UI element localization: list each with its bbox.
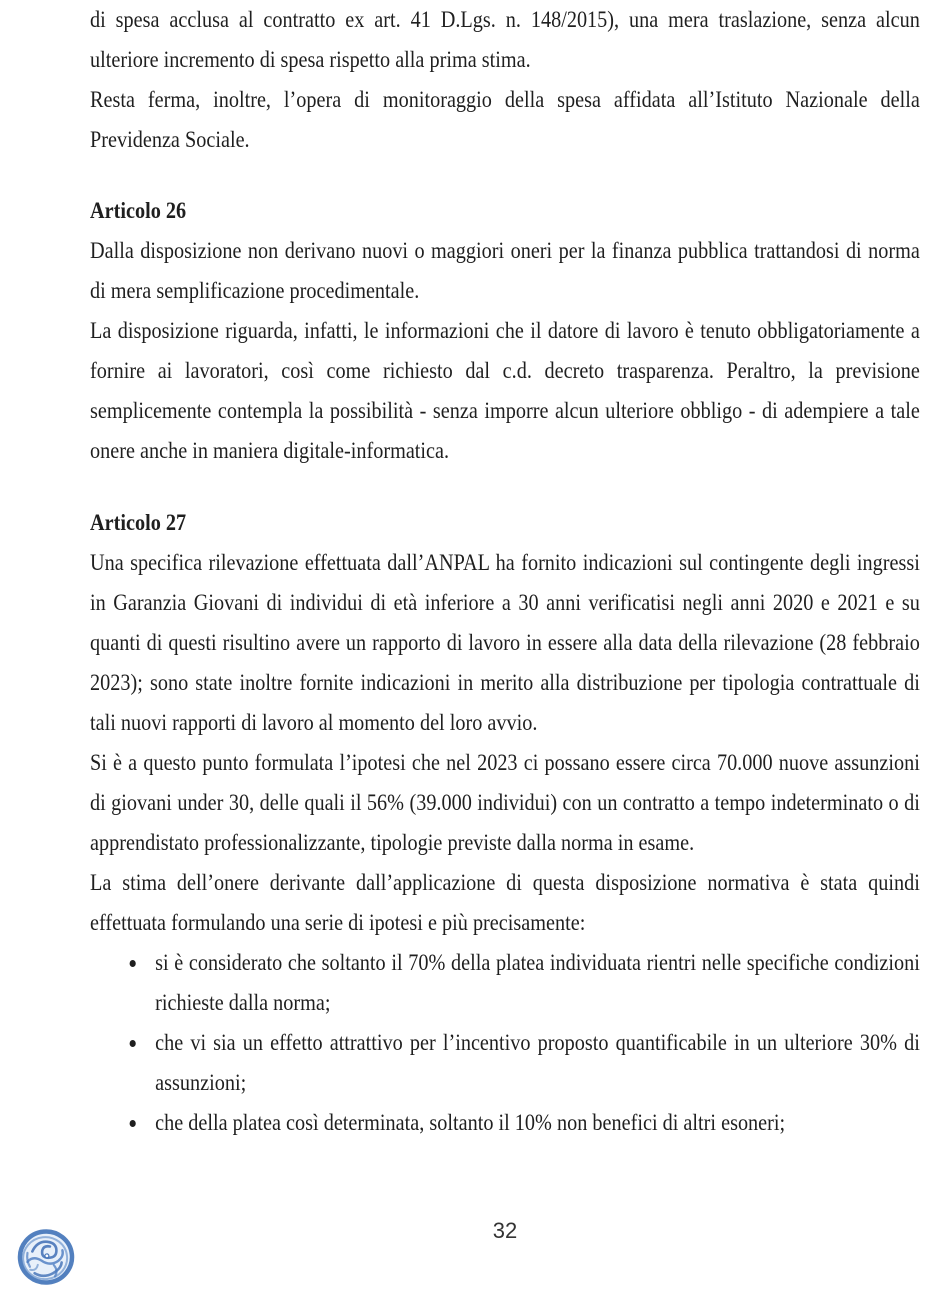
article-26-paragraph-2: La disposizione riguarda, infatti, le informazioni che il datore di lavoro è tenuto obbligatoriamente a fornire ai lavoratori, così come richiesto dal c.d. decreto trasparenza. Peraltro, la previsione semplicemente contempla la possibilità - senza imporre alcun ulteriore obbligo - di adempiere a tale onere anche in maniera digitale-informatica. [90,318,920,463]
bullet-icon [130,1120,136,1127]
list-item [90,1023,920,1103]
bullet-text: che vi sia un effetto attrattivo per l’incentivo proposto quantificabile in un ulteriore 30% di assunzioni; [155,1030,920,1095]
text-block [90,0,920,1143]
page-number: 32 [492,1218,518,1243]
bullet-text: si è considerato che soltanto il 70% della platea individuata rientri nelle specifiche condizioni richieste dalla norma; [155,950,920,1015]
article-27-paragraph-3: La stima dell’onere derivante dall’applicazione di questa disposizione normativa è stata quindi effettuata formulando una serie di ipotesi e più precisamente: [90,870,920,935]
article-27-heading: Articolo 27 [90,510,187,535]
bullet-icon [130,960,136,967]
hypotheses-bullet-list [90,943,920,1143]
article-27-paragraph-2: Si è a questo punto formulata l’ipotesi che nel 2023 ci possano essere circa 70.000 nuove assunzioni di giovani under 30, delle quali il 56% (39.000 individui) con un contratto a tempo indeterminato o di apprendistato professionalizzante, tipologie previste dalla norma in esame. [90,750,920,855]
article-26-heading: Articolo 26 [90,198,187,223]
blue-ink-stamp-icon [13,1220,79,1292]
article-26-paragraph-1: Dalla disposizione non derivano nuovi o maggiori oneri per la finanza pubblica trattandosi di norma di mera semplificazione procedimentale. [90,238,920,303]
paragraph-continuation: di spesa acclusa al contratto ex art. 41 D.Lgs. n. 148/2015), una mera traslazione, senza alcun ulteriore incremento di spesa rispetto alla prima stima. [90,7,920,72]
list-item [90,943,920,1023]
list-item [90,1103,920,1143]
bullet-text: che della platea così determinata, soltanto il 10% non benefici di altri esoneri; [155,1110,786,1135]
paragraph-intro-monitoring: Resta ferma, inoltre, l’opera di monitoraggio della spesa affidata all’Istituto Nazionale della Previdenza Sociale. [90,87,920,152]
article-27-paragraph-1: Una specifica rilevazione effettuata dall’ANPAL ha fornito indicazioni sul contingente degli ingressi in Garanzia Giovani di individui di età inferiore a 30 anni verificatisi negli anni 2020 e 2021 e su quanti di questi risultino avere un rapporto di lavoro in essere alla data della rilevazione (28 febbraio 2023); sono state inoltre fornite indicazioni in merito alla distribuzione per tipologia contrattuale di tali nuovi rapporti di lavoro al momento del loro avvio. [90,550,920,735]
bullet-icon [130,1040,136,1047]
